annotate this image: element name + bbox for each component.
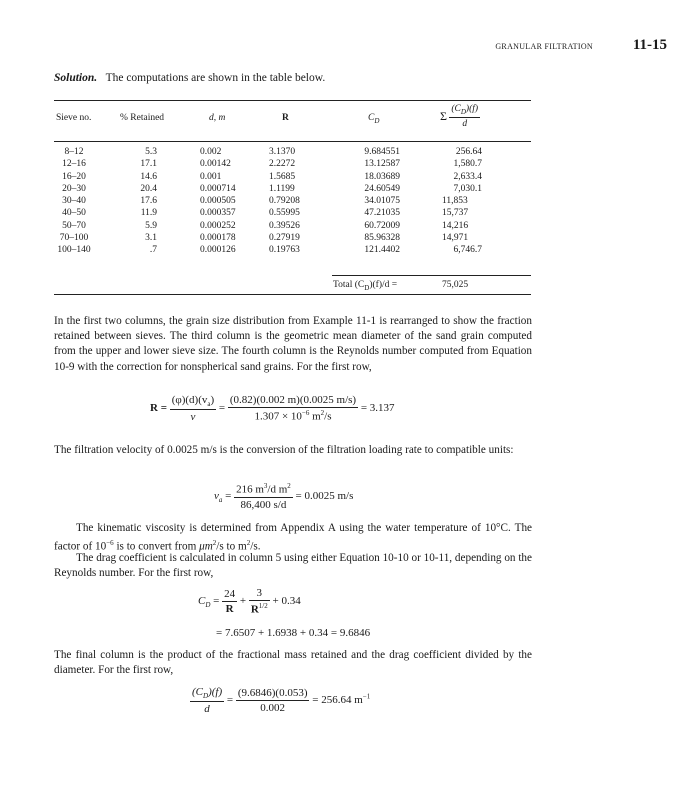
table-cell: 16–20 <box>62 171 86 182</box>
table-cell: 20.4 <box>140 183 157 194</box>
table-cell: 0.79208 <box>269 196 300 207</box>
table-cell: 0.000178 <box>200 233 236 244</box>
equation-drag: $C_D$ = $\frac{24}{R}$ + $\frac{3}{R^{1/2}}$ + 0.34 <box>198 587 301 616</box>
table-cell: 0.27919 <box>269 233 300 244</box>
table-cell: 14,216 <box>442 220 469 231</box>
table-cell: 13.12587 <box>364 159 400 170</box>
column-cd <box>344 146 400 257</box>
paragraph-5: The final column is the product of the fractional mass retained and the drag coefficient divided by the diameter. For the first row, <box>54 649 532 677</box>
table-cell: 0.00142 <box>200 159 231 170</box>
table-cell: 256.64 <box>455 147 482 157</box>
table-cell: 14,971 <box>442 233 469 244</box>
table-cell: 47.21035 <box>364 208 400 219</box>
table-cell: .7 <box>149 245 157 256</box>
table-cell: 6,746.7 <box>453 245 482 256</box>
total-label: Total $(C_D)(f)/d$ = <box>333 280 398 292</box>
table-cell: 3.1 <box>145 233 157 244</box>
solution-text: The computations are shown in the table below. <box>105 72 326 84</box>
header-retained: % Retained <box>120 113 165 123</box>
table-cell: 1.1199 <box>269 183 295 194</box>
table-cell: 40–50 <box>62 208 86 219</box>
equation-final: $\frac{(C_D)(f)}{d}$ = $\frac{(9.6846)(0.053)}{0.002}$ = 256.64 $m^{-1}$ <box>192 686 371 716</box>
table-cell: 2.2272 <box>269 159 296 170</box>
table-bottom-rule <box>54 294 531 295</box>
header-d: d, m <box>209 113 226 123</box>
column-sum <box>442 146 482 257</box>
equation-drag-result: = 7.6507 + 1.6938 + 0.34 = 9.6846 <box>216 627 371 639</box>
column-sieve <box>56 146 92 257</box>
header-reynolds: R <box>282 113 289 123</box>
table-cell: 24.60549 <box>364 183 400 194</box>
sigma-symbol: Σ <box>440 108 447 123</box>
paragraph-3: The kinematic viscosity is determined from Appendix A using the water temperature of 10°C. The factor of $10^{-6}$ is to convert from $\mu m^2/s$ to $m^2/s$. <box>54 522 532 553</box>
table-cell: 12–16 <box>62 159 86 170</box>
table-header-rule <box>54 141 531 142</box>
table-cell: 121.4402 <box>364 245 400 256</box>
header-cd: $C_D$ <box>368 113 380 125</box>
equation-velocity: $v_a$ = $\frac{216 m^3/d m^2}{86,400 s/d}$ = 0.0025 m/s <box>214 482 354 511</box>
equation-reynolds: R = $\frac{(\varphi)(d)(v_a)}{\nu}$ = $\frac{(0.82)(0.002 m)(0.0025 m/s)}{1.307 \times 10^{-6} m^2/s}$ = 3.137 <box>150 394 395 424</box>
table-cell: 1.5685 <box>269 171 296 182</box>
header-sum <box>440 104 480 129</box>
total-value: 75,025 <box>442 280 469 290</box>
table-cell: 1,580.7 <box>453 159 482 170</box>
total-rule <box>332 275 531 276</box>
table-cell: 11.9 <box>140 208 157 219</box>
table-cell: 9.684551 <box>364 147 400 157</box>
table-cell: 0.000357 <box>200 208 236 219</box>
table-cell: 0.55995 <box>269 208 300 219</box>
table-cell: 34.01075 <box>364 196 400 207</box>
page-number: 11-15 <box>632 37 667 53</box>
table-cell: 0.39526 <box>269 220 300 231</box>
paragraph-4: The drag coefficient is calculated in column 5 using either Equation 10-10 or 10-11, depending on the Reynolds number. For the first row, <box>54 552 532 580</box>
table-cell: 20–30 <box>62 183 86 194</box>
sum-fraction: $\frac{(C_D)(f)}{d}$ <box>451 104 479 129</box>
table-cell: 17.1 <box>140 159 157 170</box>
table-cell: 0.000505 <box>200 196 236 207</box>
table-cell: 100–140 <box>57 245 91 256</box>
table-cell: 70–100 <box>59 233 89 244</box>
table-cell: 0.002 <box>200 147 222 157</box>
column-d <box>200 146 260 257</box>
table-cell: 8–12 <box>64 147 84 157</box>
table-cell: 14.6 <box>140 171 157 182</box>
table-cell: 2,633.4 <box>453 171 482 182</box>
table-cell: 17.6 <box>140 196 157 207</box>
table-cell: 0.000714 <box>200 183 236 194</box>
table-cell: 15,737 <box>442 208 469 219</box>
paragraph-1: In the first two columns, the grain size distribution from Example 11-1 is rearranged to show the fraction retained between sieves. The third column is the geometric mean diameter of the sand grain computed from the upper and lower sieve size. The fourth column is the Reynolds number computed from Equation 10-9 with the correction for nonspherical sand grains. For the first row, <box>54 315 532 373</box>
table-top-rule <box>54 100 531 101</box>
table-cell: 11,853 <box>442 196 468 207</box>
column-retained <box>128 146 157 257</box>
table-cell: 50–70 <box>62 220 86 231</box>
paragraph-2: The filtration velocity of 0.0025 m/s is the conversion of the filtration loading rate to compatible units: <box>54 444 514 456</box>
column-reynolds <box>269 146 329 257</box>
table-cell: 30–40 <box>62 196 86 207</box>
table-cell: 5.9 <box>145 220 157 231</box>
table-cell: 0.000126 <box>200 245 236 256</box>
table-cell: 0.19763 <box>269 245 300 256</box>
solution-label: Solution. <box>54 72 98 84</box>
solution-line <box>54 72 325 84</box>
header-sieve: Sieve no. <box>56 113 92 123</box>
table-cell: 18.03689 <box>364 171 400 182</box>
table-cell: 5.3 <box>145 147 157 157</box>
table-cell: 7,030.1 <box>453 183 482 194</box>
running-title: GRANULAR FILTRATION <box>495 42 593 51</box>
table-cell: 60.72009 <box>364 220 400 231</box>
table-cell: 0.001 <box>200 171 222 182</box>
table-cell: 85.96328 <box>364 233 400 244</box>
table-cell: 3.1370 <box>269 147 296 157</box>
table-cell: 0.000252 <box>200 220 236 231</box>
